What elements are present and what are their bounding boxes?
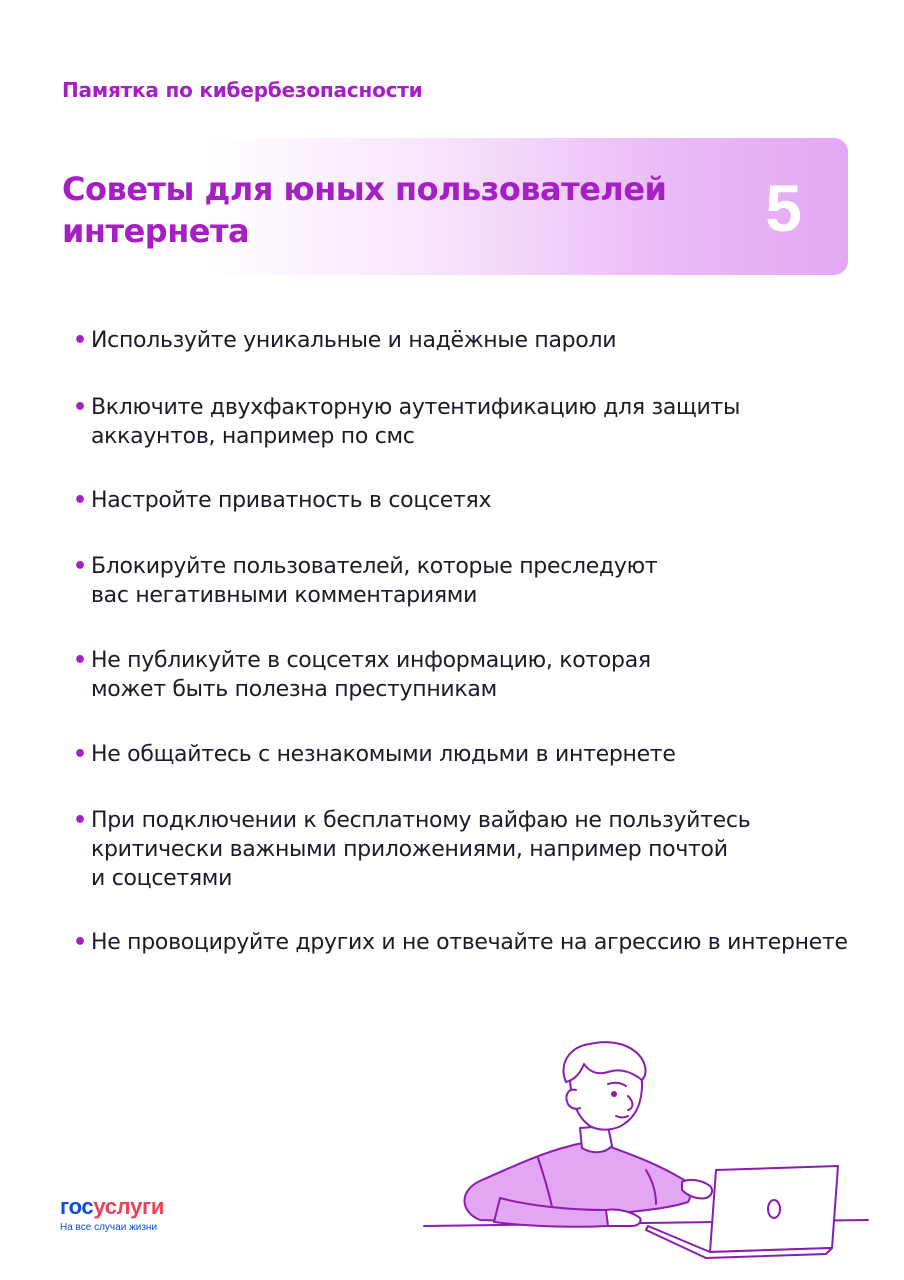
bullet-icon: • xyxy=(73,648,87,673)
bullet-icon: • xyxy=(73,328,87,353)
boy-with-laptop-illustration xyxy=(420,1030,880,1266)
tip-line: Блокируйте пользователей, которые преследуют xyxy=(91,554,658,579)
tip-text xyxy=(91,393,863,451)
tip-item xyxy=(73,552,863,610)
tip-item xyxy=(73,326,863,355)
tip-line: При подключении к бесплатному вайфаю не пользуйтесь xyxy=(91,808,751,833)
tip-text xyxy=(91,740,863,769)
bullet-icon: • xyxy=(73,930,87,955)
tip-line: Используйте уникальные и надёжные пароли xyxy=(91,328,617,353)
tip-item xyxy=(73,928,863,957)
document-subtitle: Памятка по кибербезопасности xyxy=(62,78,423,102)
tip-line: Настройте приватность в соцсетях xyxy=(91,488,492,513)
bullet-icon: • xyxy=(73,395,87,420)
page-title xyxy=(62,168,702,252)
tip-text xyxy=(91,552,863,610)
tip-text xyxy=(91,486,863,515)
page-title-line: Советы для юных пользователей xyxy=(62,170,667,208)
title-banner xyxy=(0,138,848,275)
bullet-icon: • xyxy=(73,488,87,513)
tip-line: Включите двухфакторную аутентификацию для защиты xyxy=(91,395,741,420)
logo-wordmark xyxy=(60,1196,164,1218)
logo-part-gos: гос xyxy=(60,1194,94,1219)
tip-text xyxy=(91,646,863,704)
tip-item xyxy=(73,646,863,704)
logo-part-uslugi: услуги xyxy=(93,1194,165,1219)
tip-line: и соцсетями xyxy=(91,866,233,891)
laptop-screen xyxy=(710,1166,838,1252)
tip-text xyxy=(91,806,863,893)
bullet-icon: • xyxy=(73,554,87,579)
bullet-icon: • xyxy=(73,742,87,767)
page-title-line: интернета xyxy=(62,212,250,250)
gosuslugi-logo[interactable] xyxy=(60,1196,164,1233)
memo-number: 5 xyxy=(765,171,802,245)
tip-line: Не общайтесь с незнакомыми людьми в интернете xyxy=(91,742,676,767)
tip-line: аккаунтов, например по смс xyxy=(91,424,415,449)
tip-text xyxy=(91,928,863,957)
logo-tagline: На все случаи жизни xyxy=(60,1222,158,1233)
tip-line: Не провоцируйте других и не отвечайте на агрессию в интернете xyxy=(91,930,848,955)
tip-line: критически важными приложениями, например почтой xyxy=(91,837,728,862)
tip-item xyxy=(73,393,863,451)
tip-item xyxy=(73,806,863,893)
tip-line: вас негативными комментариями xyxy=(91,583,478,608)
tip-line: может быть полезна преступникам xyxy=(91,677,497,702)
tip-item xyxy=(73,486,863,515)
tip-item xyxy=(73,740,863,769)
eye xyxy=(611,1091,617,1097)
tip-line: Не публикуйте в соцсетях информацию, которая xyxy=(91,648,651,673)
bullet-icon: • xyxy=(73,808,87,833)
tip-text xyxy=(91,326,863,355)
